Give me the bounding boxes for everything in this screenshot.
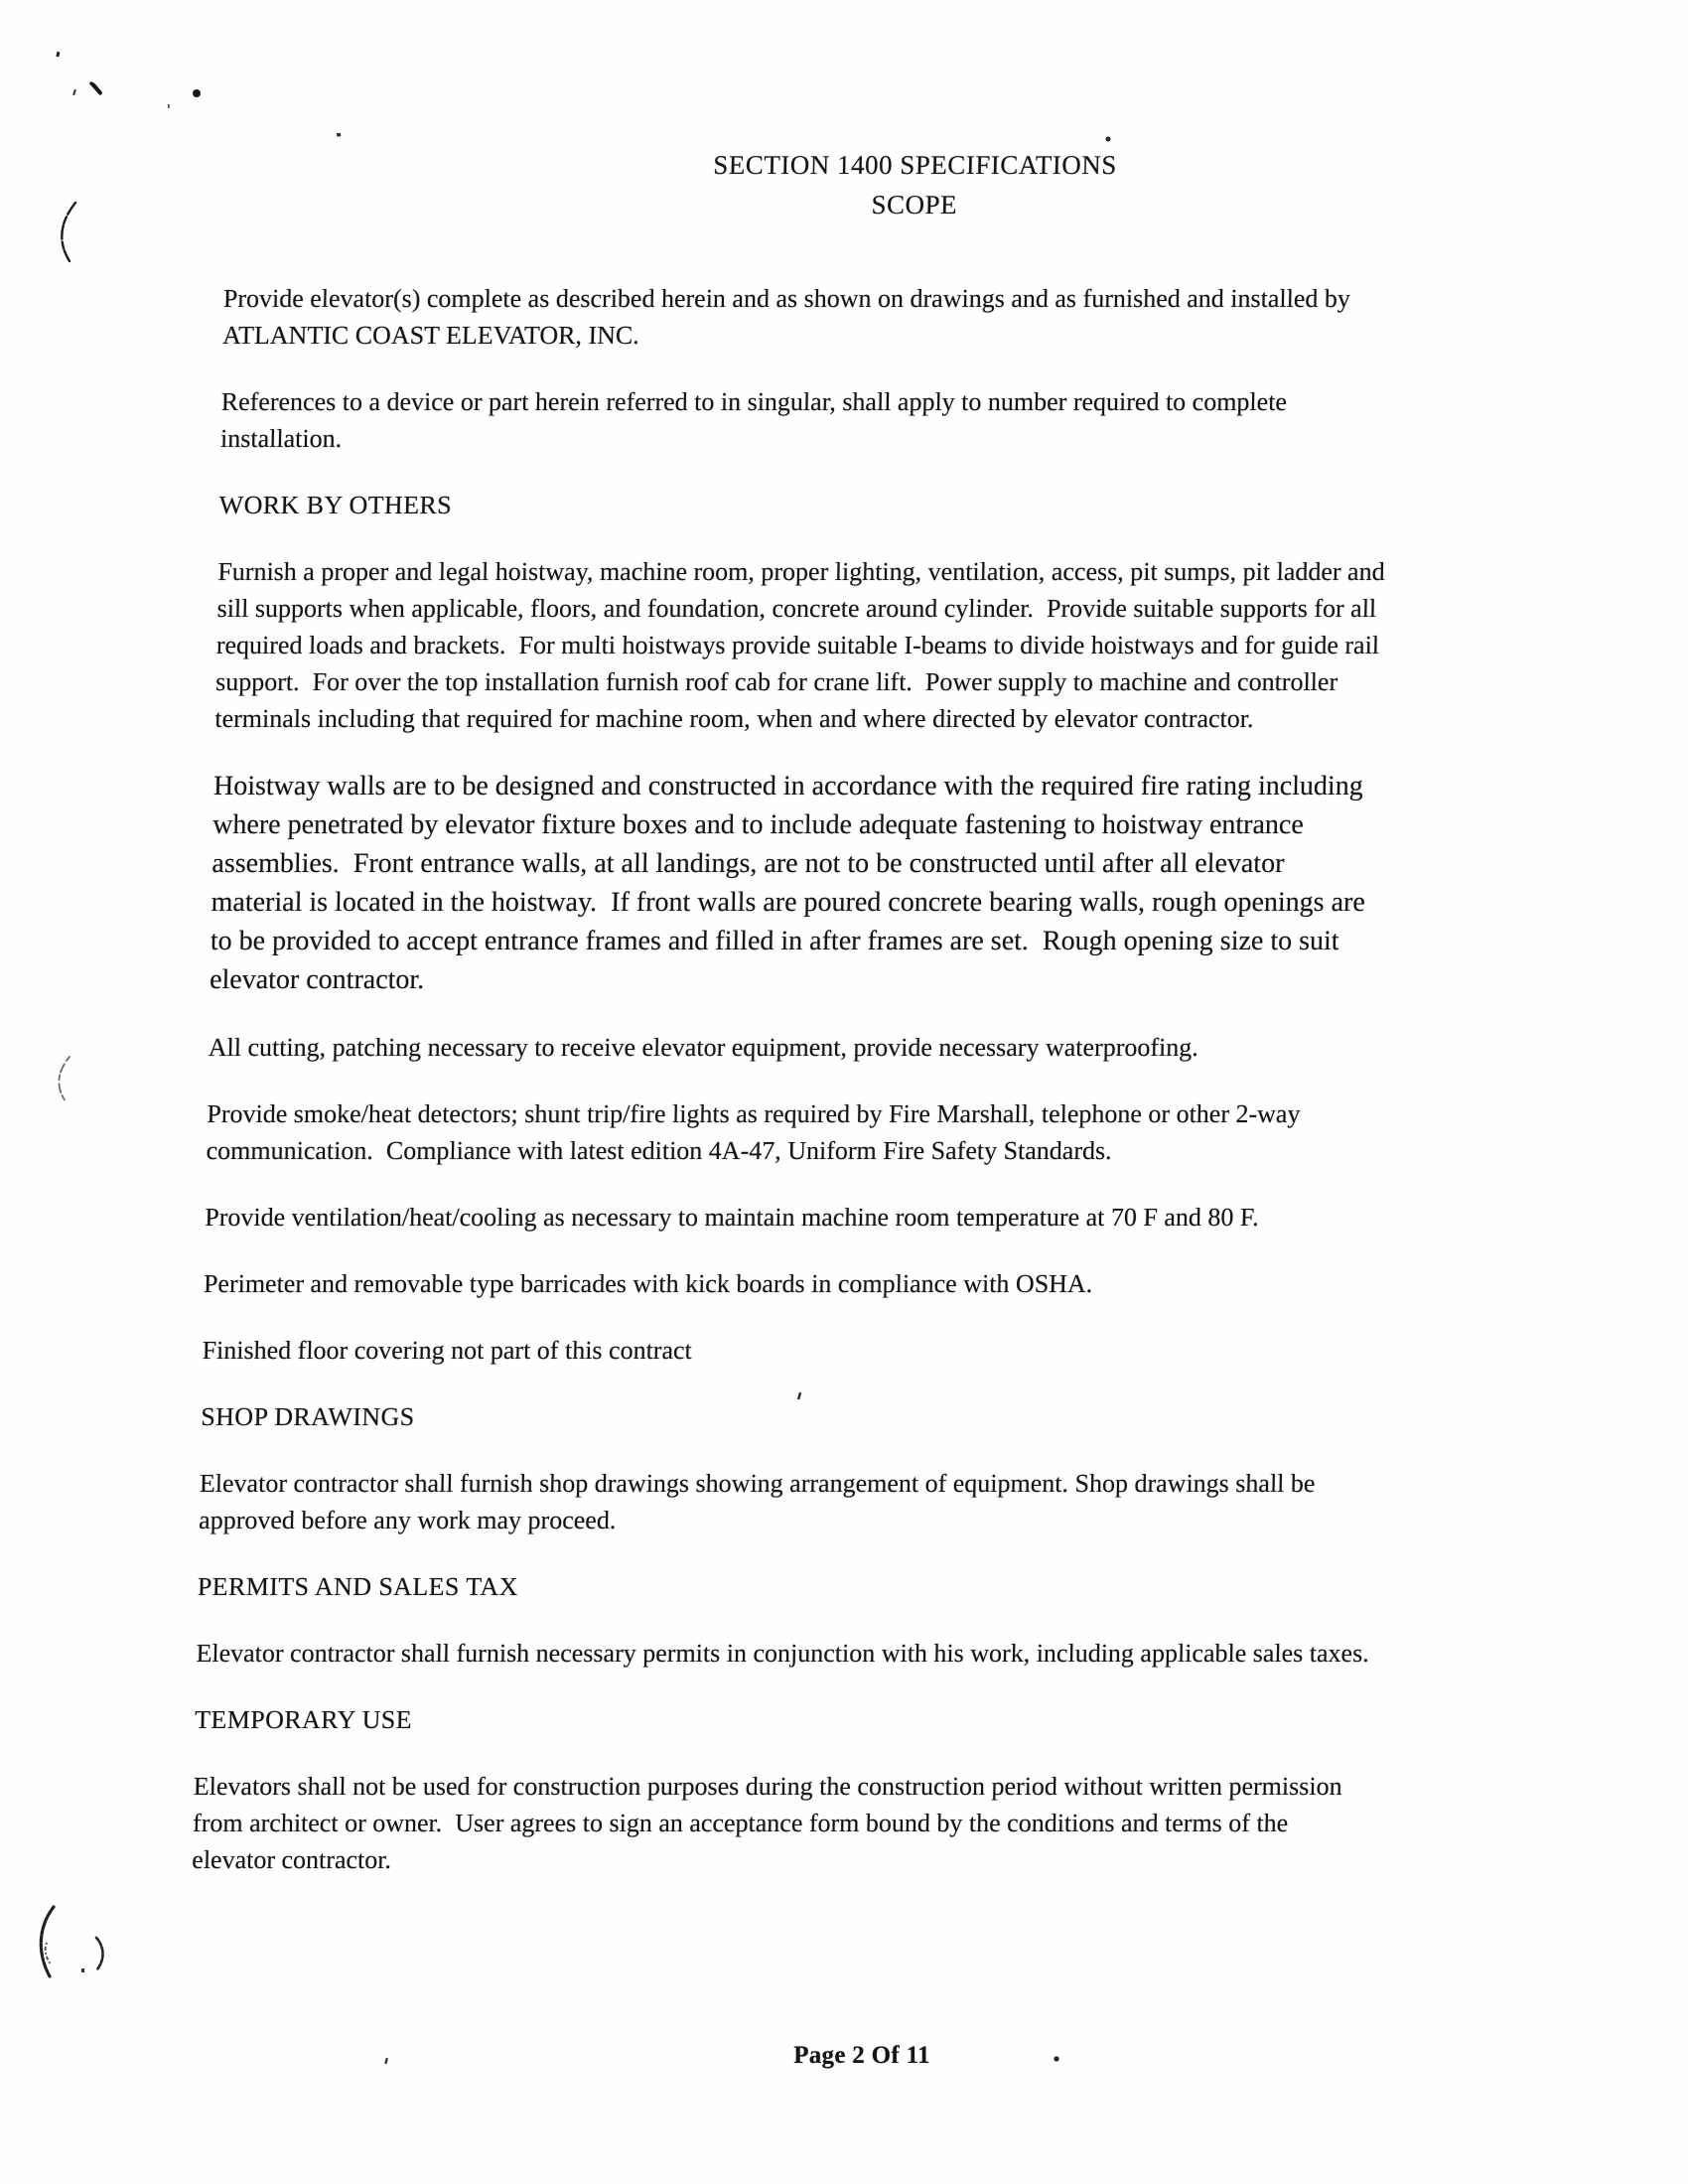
- document-subtitle: SCOPE: [871, 190, 958, 219]
- paragraph-line: Elevators shall not be used for construction purposes during the construction period without written permission: [193, 1772, 1342, 1801]
- paragraph-line: Provide ventilation/heat/cooling as necessary to maintain machine room temperature at 70 F and 80 F.: [205, 1203, 1260, 1232]
- paragraph-line: terminals including that required for machine room, when and where directed by elevator contractor.: [214, 704, 1254, 733]
- paragraph-line: Elevator contractor shall furnish shop drawings showing arrangement of equipment. Shop drawings shall be: [199, 1469, 1316, 1498]
- paragraph-line: Provide smoke/heat detectors; shunt trip/fire lights as required by Fire Marshall, telephone or other 2-way: [207, 1099, 1301, 1128]
- paragraph: [202, 1332, 1529, 1369]
- paragraph: [214, 553, 1545, 737]
- paragraph: [205, 1199, 1532, 1236]
- paragraph-line: assemblies. Front entrance walls, at all landings, are not to be constructed until after all elevator: [211, 848, 1285, 879]
- paragraph-line: All cutting, patching necessary to receive elevator equipment, provide necessary waterproofing.: [208, 1033, 1199, 1062]
- document-title: SECTION 1400 SPECIFICATIONS: [713, 150, 1118, 180]
- paragraph-line: Perimeter and removable type barricades with kick boards in compliance with OSHA.: [203, 1269, 1093, 1298]
- section-heading: WORK BY OTHERS: [218, 491, 453, 519]
- document-content: [192, 280, 1550, 1878]
- paragraph-line: ATLANTIC COAST ELEVATOR, INC.: [221, 321, 640, 350]
- paragraph: [199, 1465, 1526, 1538]
- paragraph-line: from architect or owner. User agrees to sign an acceptance form bound by the conditions and terms of the: [192, 1809, 1289, 1837]
- paragraph-line: where penetrated by elevator fixture boxes and to include adequate fastening to hoistway entrance: [211, 809, 1305, 840]
- paragraph-line: Finished floor covering not part of this contract: [202, 1336, 693, 1365]
- paragraph: [208, 1029, 1535, 1066]
- paragraph: [220, 383, 1548, 457]
- section-heading: TEMPORARY USE: [194, 1705, 413, 1734]
- paragraph: [210, 767, 1541, 999]
- paragraph-line: to be provided to accept entrance frames and filled in after frames are set. Rough opening size to suit: [210, 926, 1339, 956]
- page-number: Page 2 Of 11: [793, 2042, 930, 2069]
- document-header: [224, 145, 1553, 224]
- paragraph-line: Hoistway walls are to be designed and constructed in accordance with the required fire rating including: [212, 771, 1364, 801]
- paragraph: [204, 1265, 1531, 1302]
- paragraph-line: installation.: [219, 424, 343, 453]
- paragraph: [206, 1095, 1533, 1169]
- paragraph: [196, 1635, 1523, 1672]
- paragraph-line: elevator contractor.: [192, 1845, 392, 1874]
- paragraph-line: approved before any work may proceed.: [198, 1506, 617, 1534]
- paragraph-line: sill supports when applicable, floors, and foundation, concrete around cylinder. Provide suitable supports for all: [216, 594, 1377, 623]
- paragraph: [222, 280, 1550, 354]
- paragraph-line: References to a device or part herein referred to in singular, shall apply to number required to complete: [220, 387, 1288, 416]
- section-heading: SHOP DRAWINGS: [201, 1402, 415, 1431]
- paragraph-line: material is located in the hoistway. If front walls are poured concrete bearing walls, rough openings are: [211, 887, 1366, 918]
- paragraph-line: communication. Compliance with latest edition 4A-47, Uniform Fire Safety Standards.: [206, 1136, 1112, 1165]
- paragraph-line: required loads and brackets. For multi hoistways provide suitable I-beams to divide hoistways and for guide rail: [215, 631, 1380, 659]
- paragraph-line: elevator contractor.: [209, 964, 425, 995]
- paragraph: [192, 1768, 1520, 1878]
- paragraph-line: support. For over the top installation furnish roof cab for crane lift. Power supply to machine and controller: [214, 667, 1338, 696]
- paragraph-line: Provide elevator(s) complete as described herein and as shown on drawings and as furnished and installed by: [222, 284, 1351, 313]
- section-heading: PERMITS AND SALES TAX: [197, 1572, 519, 1601]
- paragraph-line: Elevator contractor shall furnish necessary permits in conjunction with his work, including applicable sales taxes.: [196, 1639, 1370, 1668]
- paragraph-line: Furnish a proper and legal hoistway, machine room, proper lighting, ventilation, access, pit sumps, pit ladder and: [217, 557, 1385, 586]
- document-body: [191, 145, 1553, 1908]
